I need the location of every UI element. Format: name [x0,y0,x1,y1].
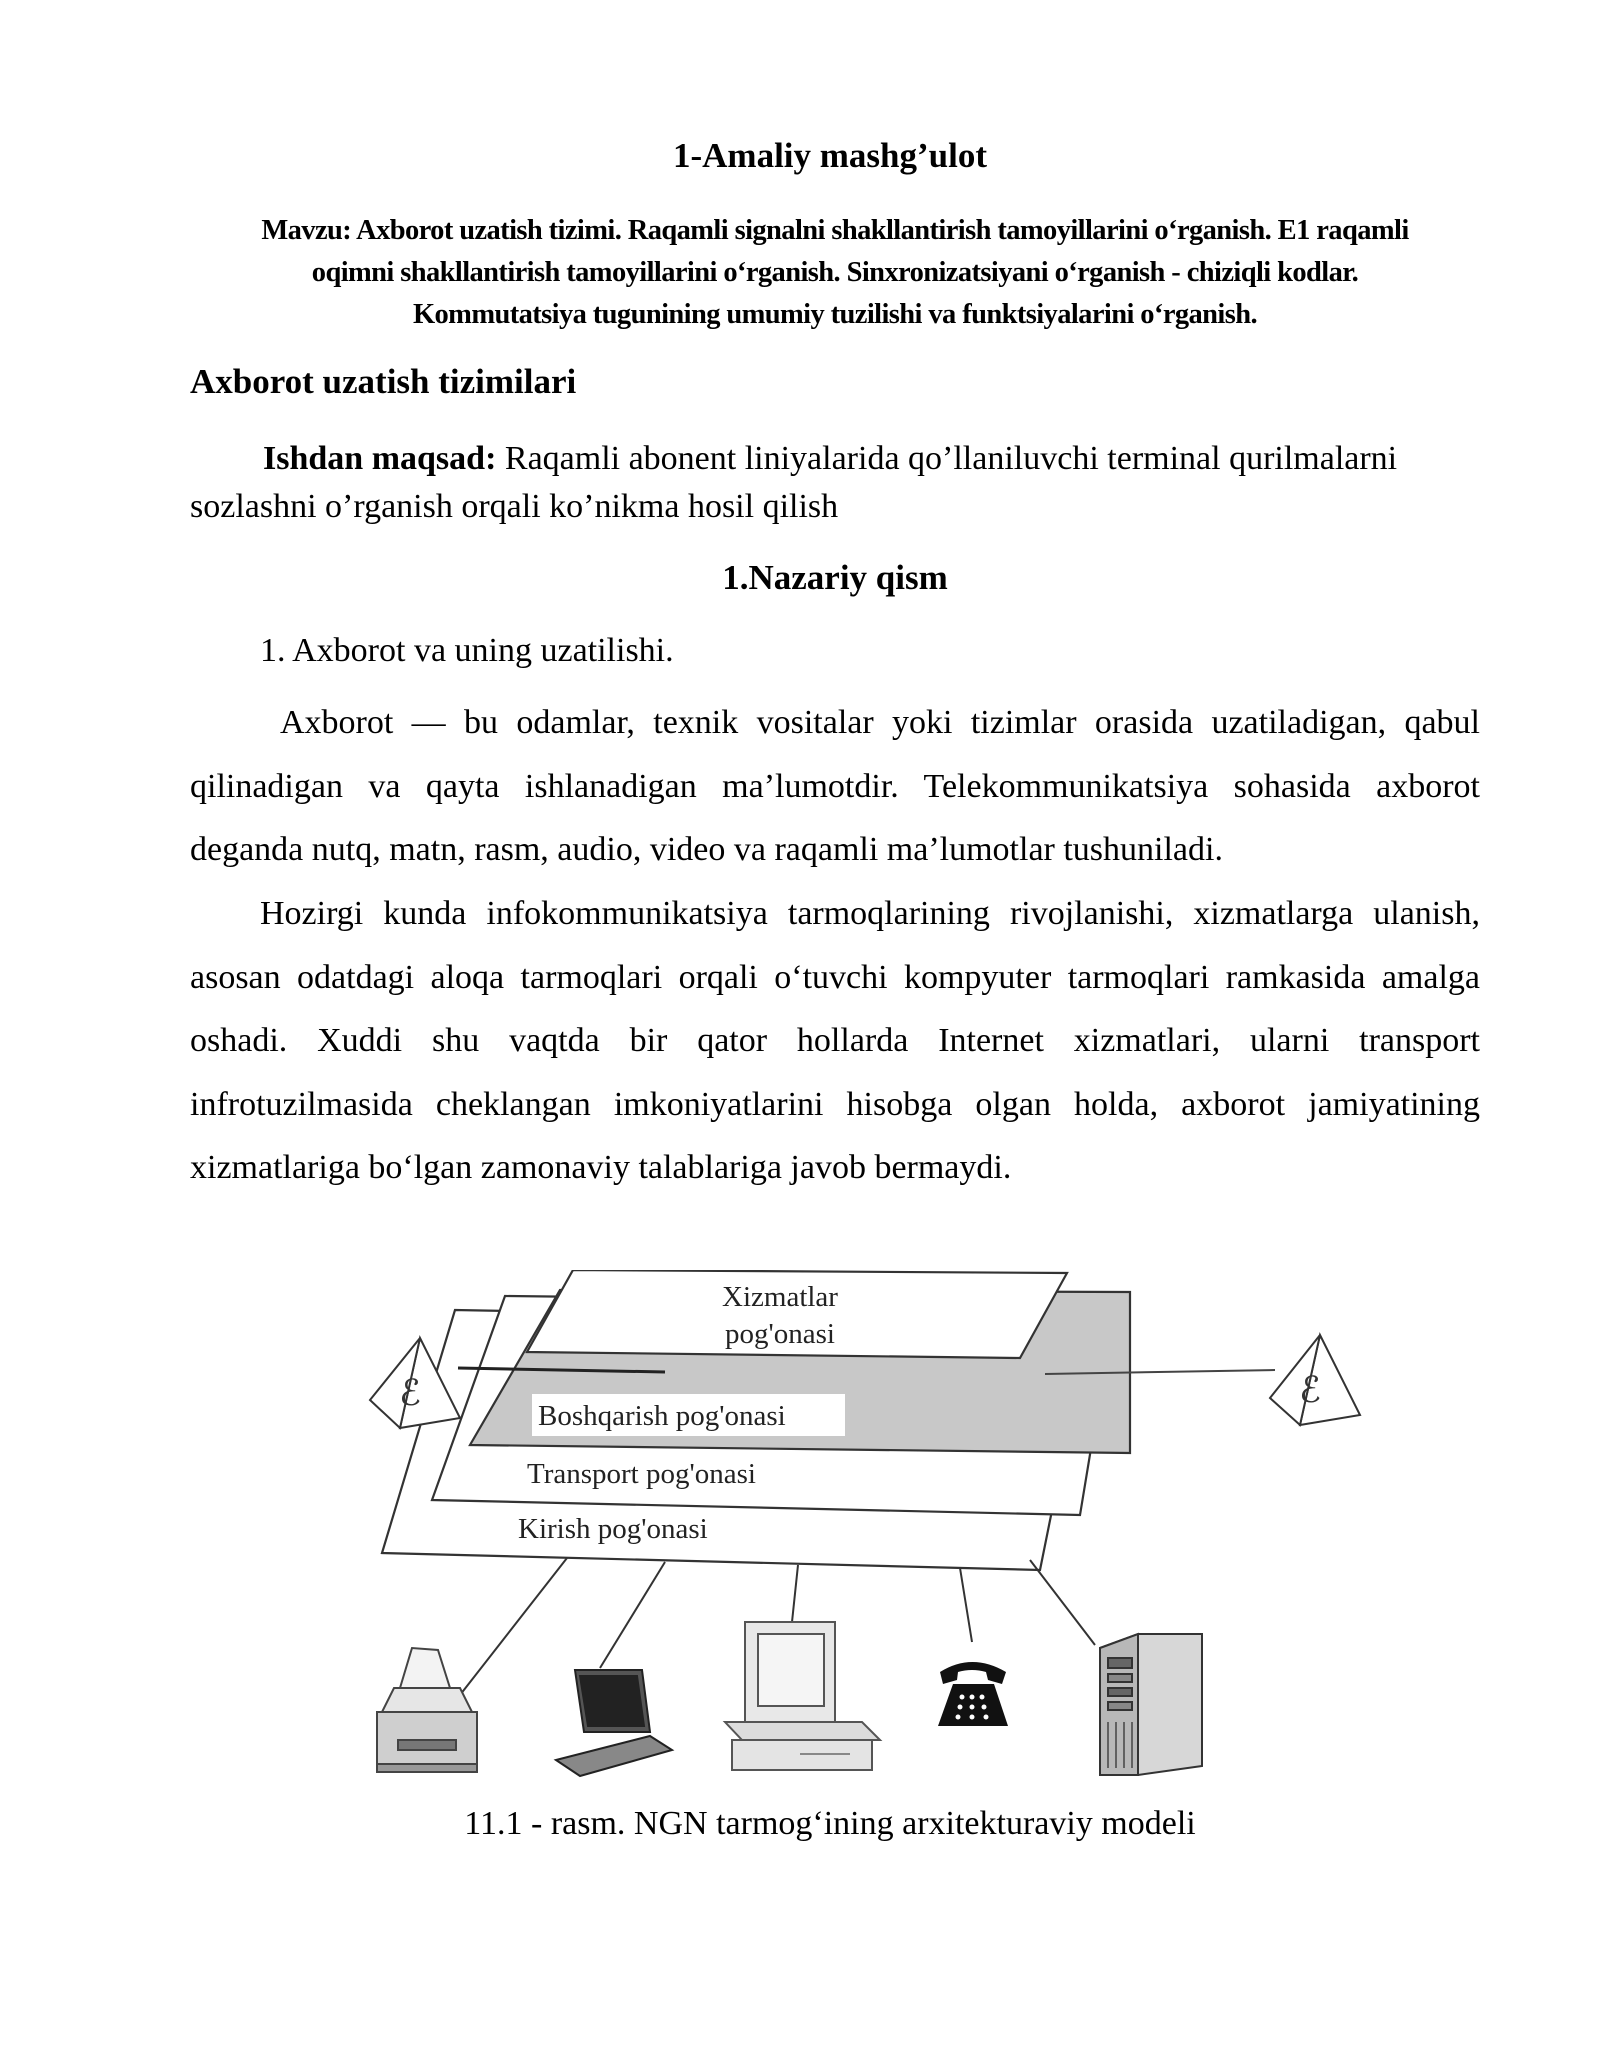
topic-line: Kommutatsiya tugunining umumiy tuzilishi va funktsiyalarini o‘rganish. [412,299,1258,330]
laptop-icon [556,1670,672,1776]
paragraph-networks: Hozirgi kunda infokommunikatsiya tarmoqlarining rivojlanishi, xizmatlarga ulanish, asosan odatdagi aloqa tarmoqlari orqali o‘tuvchi kompyuter tarmoqlari ramkasida amalga oshadi. Xuddi shu vaqtda bir qator hollarda Internet xizmatlari, ularni transport infrotuzilmasida cheklangan imkoniyatlarini hisobga olgan holda, axborot jamiyatining xizmatlariga bo‘lgan zamonaviy talablariga javob bermaydi. [190,895,1480,1187]
transport-layer-label: Transport pog'onasi [527,1458,756,1490]
topic-line: Mavzu: Axborot uzatish tizimi. Raqamli signalni shakllantirish tamoyillarini o‘rganish. E1 raqamli [261,215,1409,246]
list-item: 1. Axborot va uning uzatilishi. [260,632,674,669]
purpose-paragraph [190,435,1480,531]
svg-text:ℰ: ℰ [399,1373,421,1413]
figure-caption: 11.1 - rasm. NGN tarmog‘ining arxitekturaviy modeli [464,1805,1196,1842]
svg-text:ℰ: ℰ [1299,1370,1321,1410]
theory-heading: 1.Nazariy qism [722,558,948,597]
services-layer-label: pog'onasi [725,1318,835,1350]
topic-block [190,210,1480,336]
desktop-computer-icon [725,1622,880,1770]
right-terminal-pyramid-icon [1270,1335,1360,1425]
topic-line: oqimni shakllantirish tamoyillarini o‘rganish. Sinxronizatsiyani o‘rganish - chiziqli kodlar. [311,257,1359,288]
services-layer-label: Xizmatlar [722,1281,838,1313]
section-heading: Axborot uzatish tizimilari [190,362,577,401]
printer-icon [377,1648,477,1772]
purpose-label: Ishdan maqsad: [263,440,497,477]
document-title: 1-Amaliy mashg’ulot [672,136,988,175]
paragraph-definition: Axborot — bu odamlar, texnik vositalar yoki tizimlar orasida uzatiladigan, qabul qilinadigan va qayta ishlanadigan ma’lumotdir. Telekommunikatsiya sohasida axborot deganda nutq, matn, rasm, audio, video va raqamli ma’lumotlar tushuniladi. [190,704,1480,869]
ngn-architecture-diagram [360,1270,1380,1780]
telephone-icon [938,1662,1008,1726]
control-layer-label: Boshqarish pog'onasi [538,1400,786,1432]
purpose-text: Raqamli abonent liniyalarida qo’llaniluvchi terminal qurilmalarni sozlashni o’rganish orqali ko’nikma hosil qilish [190,440,1398,525]
access-layer-label: Kirish pog'onasi [518,1513,708,1545]
server-tower-icon [1100,1634,1202,1775]
